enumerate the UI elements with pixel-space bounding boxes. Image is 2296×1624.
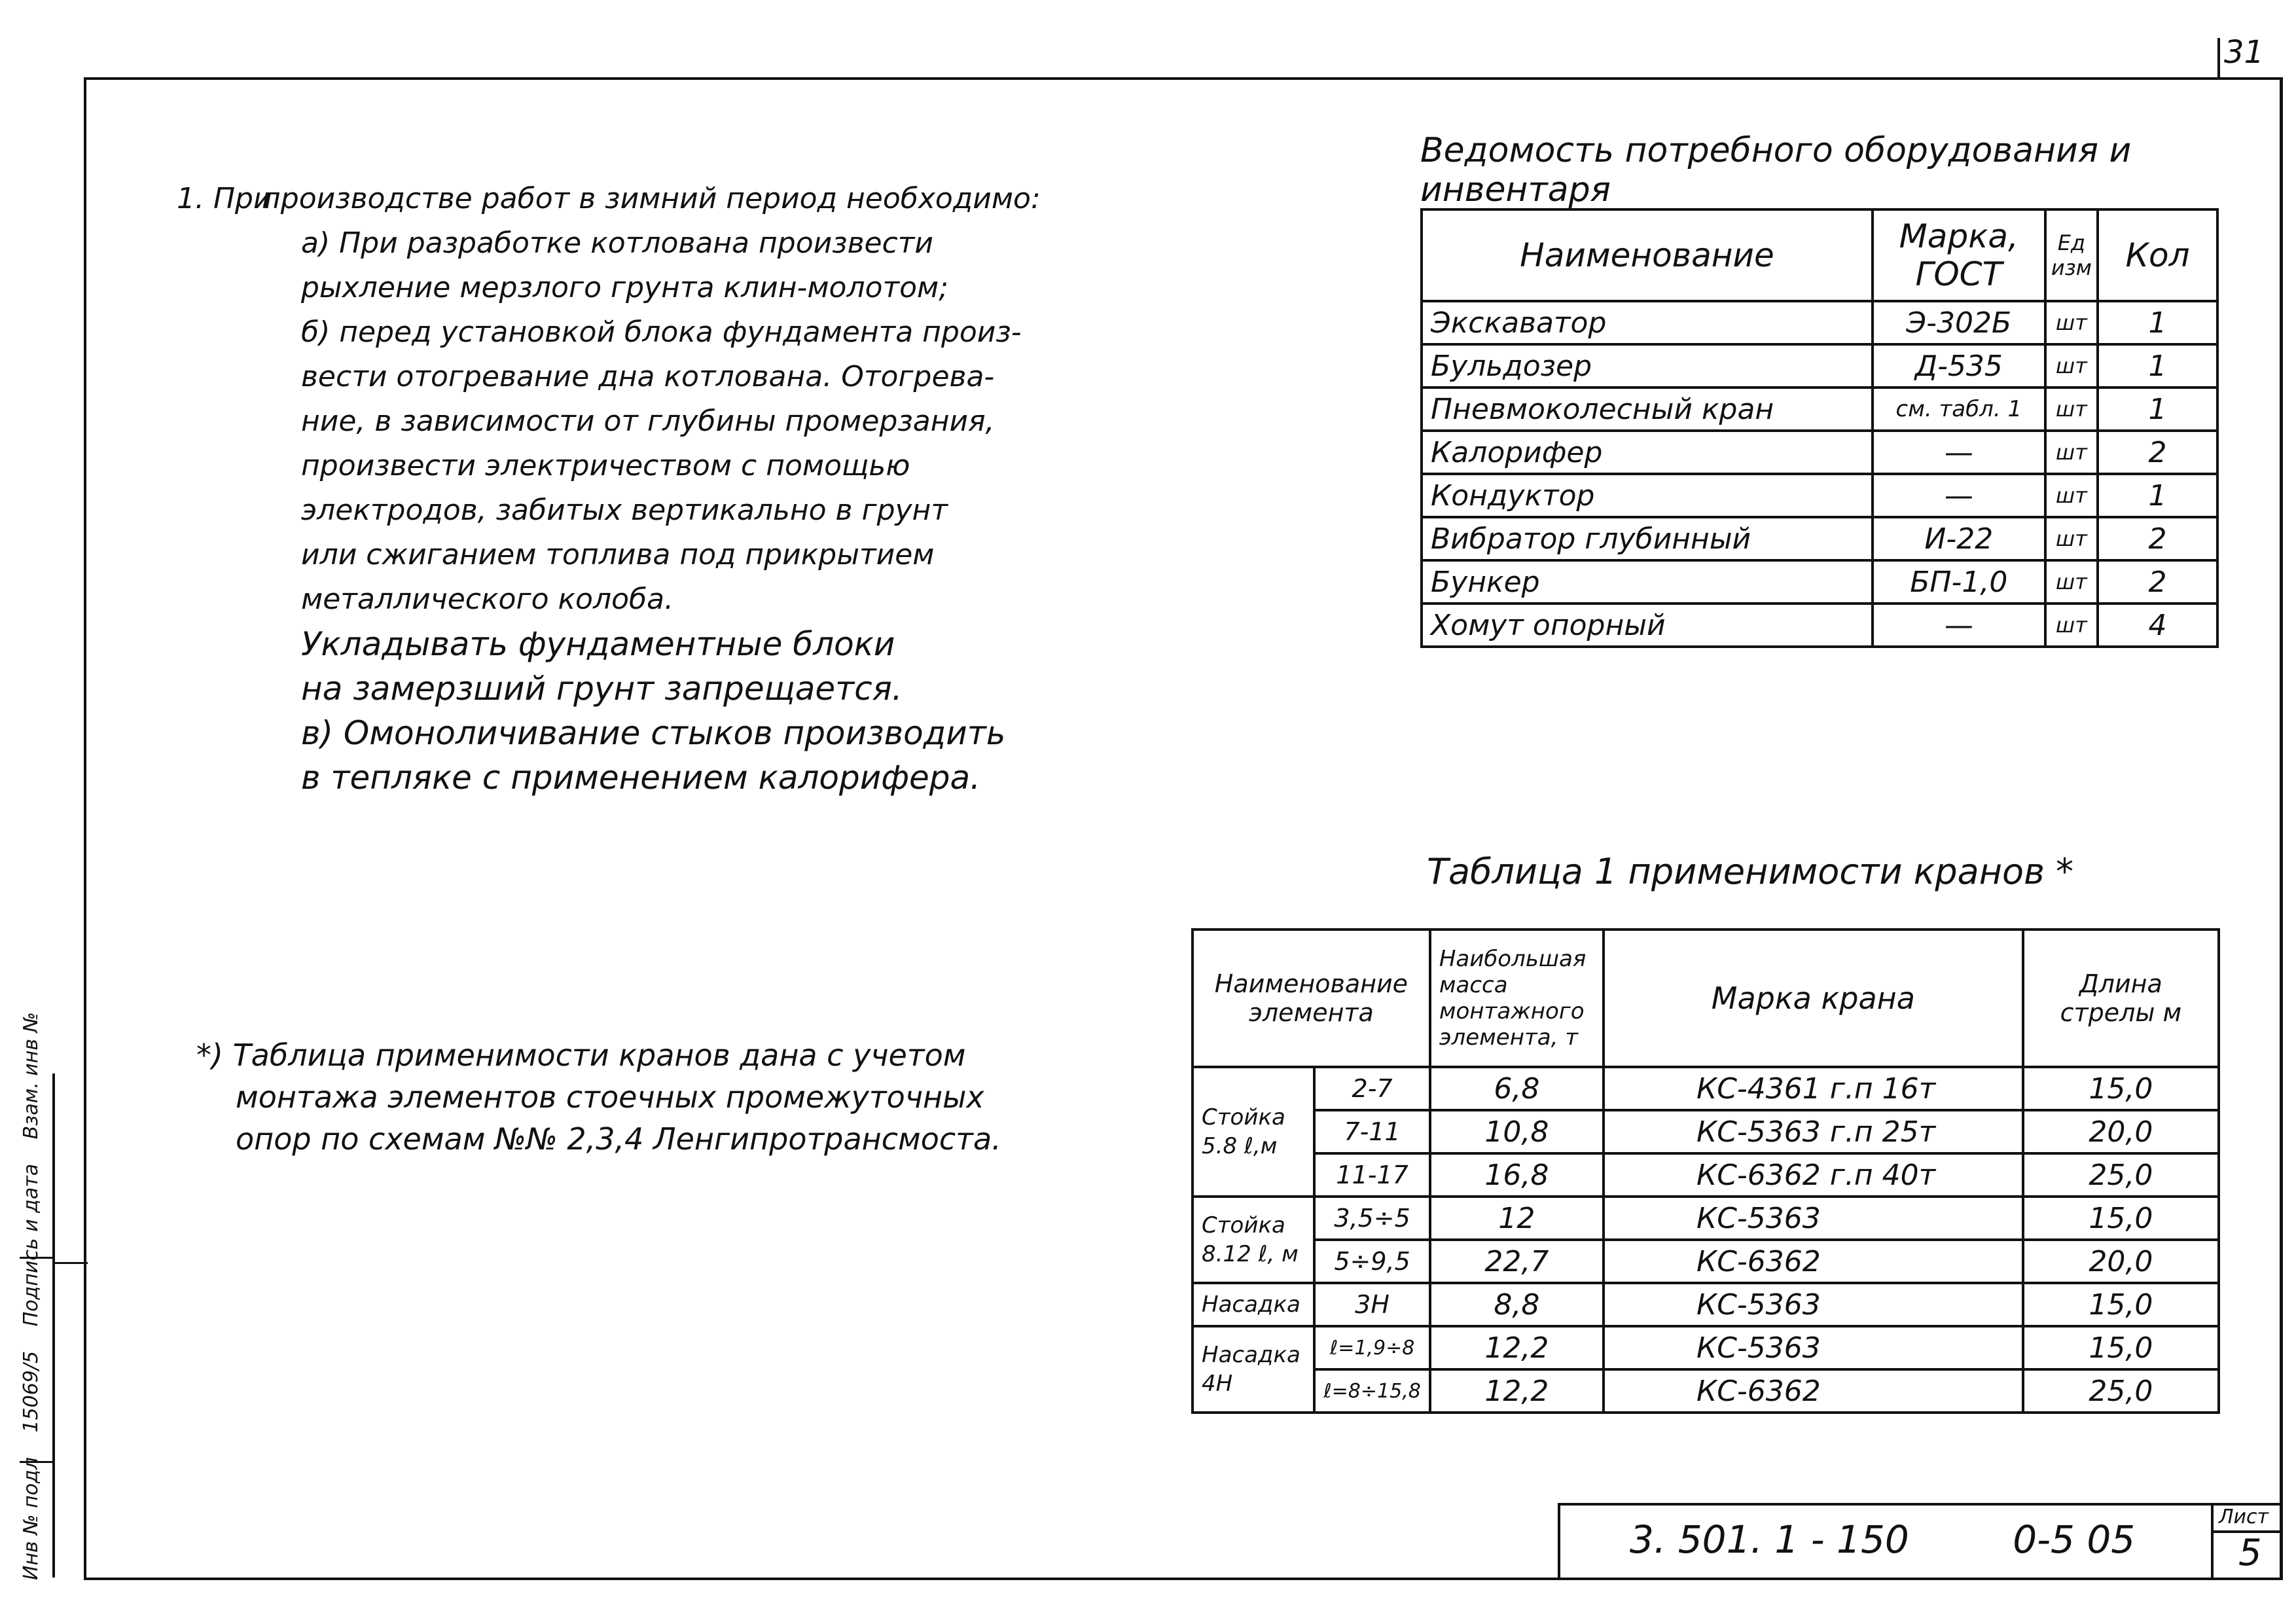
side-label: 15069/5 [20, 1350, 43, 1433]
equip-mark: см. табл. 1 [1873, 388, 2045, 431]
equip-qty: 2 [2098, 517, 2217, 560]
equip-qty: 2 [2098, 560, 2217, 604]
col-mark-header: Марка, ГОСТ [1873, 209, 2045, 301]
equip-unit: шт [2045, 517, 2098, 560]
table-row [1193, 1326, 2219, 1369]
table-row [1193, 1369, 2219, 1413]
col-qty-header: Кол [2098, 209, 2217, 301]
crane-boom: 25,0 [2023, 1153, 2219, 1197]
notes-line: или сжиганием топлива под прикрытием [301, 538, 935, 571]
table-row [1422, 431, 2217, 474]
footnote-line: опор по схемам №№ 2,3,4 Ленгипротрансмоста. [236, 1121, 1001, 1157]
equip-mark: Э-302Б [1873, 301, 2045, 344]
equip-name: Калорифер [1422, 431, 1873, 474]
crane-element: Насадка [1193, 1283, 1314, 1326]
table-row [1193, 1067, 2219, 1110]
table-row [1193, 1153, 2219, 1197]
corner-tick [2217, 38, 2220, 77]
equip-name: Экскаватор [1422, 301, 1873, 344]
crane-size: 11-17 [1314, 1153, 1430, 1197]
notes-line: вести отогревание дна котлована. Отогрева- [301, 360, 995, 393]
crane-mass: 8,8 [1430, 1283, 1604, 1326]
equip-qty: 4 [2098, 604, 2217, 647]
crane-mass: 6,8 [1430, 1067, 1604, 1110]
equip-name: Бульдозер [1422, 344, 1873, 388]
table-row [1193, 1240, 2219, 1283]
notes-line: металлического колоба. [301, 583, 674, 616]
equip-unit: шт [2045, 431, 2098, 474]
notes-line: произвести электричеством с помощью [301, 449, 910, 482]
table-row [1193, 1197, 2219, 1240]
equip-qty: 1 [2098, 344, 2217, 388]
cranes-title: Таблица 1 применимости кранов * [1427, 851, 2074, 892]
equip-name: Вибратор глубинный [1422, 517, 1873, 560]
crane-boom: 15,0 [2023, 1326, 2219, 1369]
crane-mark: КС-5363 [1604, 1197, 2023, 1240]
corner-sheet-number: 31 [2224, 34, 2265, 71]
crane-mass: 12 [1430, 1197, 1604, 1240]
equip-mark: И-22 [1873, 517, 2045, 560]
equip-mark: БП-1,0 [1873, 560, 2045, 604]
equip-name: Бункер [1422, 560, 1873, 604]
notes-line: в) Омоноличивание стыков производить [301, 714, 1006, 752]
notes-line: в тепляке с применением калорифера. [301, 759, 981, 797]
crane-mark: КС-6362 [1604, 1240, 2023, 1283]
sheet-number: 5 [2238, 1532, 2262, 1574]
equip-mark: — [1873, 474, 2045, 517]
crane-mass: 12,2 [1430, 1369, 1604, 1413]
drawing-series: 3. 501. 1 - 150 [1630, 1517, 1909, 1562]
equip-qty: 1 [2098, 388, 2217, 431]
crane-boom: 25,0 [2023, 1369, 2219, 1413]
col-mass-header: Наибольшая масса монтажного элемента, т [1430, 929, 1604, 1067]
notes-line: ние, в зависимости от глубины промерзания, [301, 405, 995, 438]
equip-name: Хомут опорный [1422, 604, 1873, 647]
equipment-table [1420, 208, 2219, 648]
crane-mark: КС-4361 г.п 16т [1604, 1067, 2023, 1110]
winter-notes [177, 177, 1198, 800]
equip-unit: шт [2045, 604, 2098, 647]
side-label: Инв № подл [20, 1457, 43, 1580]
equip-name: Пневмоколесный кран [1422, 388, 1873, 431]
crane-boom: 15,0 [2023, 1197, 2219, 1240]
notes-line: а) При разработке котлована произвести [301, 226, 934, 260]
table-row [1422, 474, 2217, 517]
equip-unit: шт [2045, 301, 2098, 344]
notes-lead: 1. При [177, 182, 272, 215]
crane-size: 2-7 [1314, 1067, 1430, 1110]
drawing-code [1630, 1517, 2135, 1562]
cranes-table [1191, 928, 2220, 1414]
drawing-doc: 0-5 05 [2013, 1517, 2136, 1562]
equip-mark: — [1873, 604, 2045, 647]
notes-line: на замерзший грунт запрещается. [301, 670, 903, 708]
crane-boom: 20,0 [2023, 1110, 2219, 1153]
footnote [196, 1034, 1178, 1160]
table-header-row [1422, 209, 2217, 301]
table-row [1422, 388, 2217, 431]
notes-line: производстве работ в зимний период необходимо: [262, 182, 1041, 215]
col-unit-header: Ед изм [2045, 209, 2098, 301]
side-label: Взам. инв № [20, 1012, 43, 1140]
col-boom-header: Длина стрелы м [2023, 929, 2219, 1067]
equip-qty: 1 [2098, 301, 2217, 344]
crane-boom: 15,0 [2023, 1067, 2219, 1110]
footnote-line: *) Таблица применимости кранов дана с учетом [196, 1038, 966, 1073]
table-row [1422, 604, 2217, 647]
notes-line: Укладывать фундаментные блоки [301, 625, 895, 663]
equip-unit: шт [2045, 560, 2098, 604]
crane-size: 5÷9,5 [1314, 1240, 1430, 1283]
equip-qty: 2 [2098, 431, 2217, 474]
crane-mass: 22,7 [1430, 1240, 1604, 1283]
crane-size: 3Н [1314, 1283, 1430, 1326]
side-label: Подпись и дата [20, 1163, 43, 1327]
crane-mark: КС-6362 [1604, 1369, 2023, 1413]
equip-unit: шт [2045, 388, 2098, 431]
table-row [1422, 344, 2217, 388]
side-stamp [20, 994, 43, 1580]
sheet-label: Лист [2219, 1506, 2269, 1528]
notes-line: рыхление мерзлого грунта клин-молотом; [301, 271, 949, 304]
crane-size: 7-11 [1314, 1110, 1430, 1153]
table-row [1422, 517, 2217, 560]
crane-mass: 16,8 [1430, 1153, 1604, 1197]
equip-mark: Д-535 [1873, 344, 2045, 388]
table-row [1422, 560, 2217, 604]
table-row [1193, 1283, 2219, 1326]
side-stamp-tick [55, 1262, 88, 1264]
crane-size: ℓ=8÷15,8 [1314, 1369, 1430, 1413]
equip-mark: — [1873, 431, 2045, 474]
crane-mass: 10,8 [1430, 1110, 1604, 1153]
col-mark-header: Марка крана [1604, 929, 2023, 1067]
crane-element: Стойка 8.12 ℓ, м [1193, 1197, 1314, 1283]
equip-qty: 1 [2098, 474, 2217, 517]
crane-element: Стойка 5.8 ℓ,м [1193, 1067, 1314, 1197]
side-stamp-line [52, 1074, 55, 1578]
crane-mass: 12,2 [1430, 1326, 1604, 1369]
crane-boom: 20,0 [2023, 1240, 2219, 1283]
crane-size: ℓ=1,9÷8 [1314, 1326, 1430, 1369]
crane-element: Насадка 4Н [1193, 1326, 1314, 1413]
equip-name: Кондуктор [1422, 474, 1873, 517]
crane-boom: 15,0 [2023, 1283, 2219, 1326]
footnote-line: монтажа элементов стоечных промежуточных [236, 1079, 984, 1115]
notes-line: б) перед установкой блока фундамента произ- [301, 316, 1022, 349]
equip-unit: шт [2045, 344, 2098, 388]
col-name-header: Наименование [1422, 209, 1873, 301]
table-row [1422, 301, 2217, 344]
crane-mark: КС-5363 [1604, 1326, 2023, 1369]
crane-size: 3,5÷5 [1314, 1197, 1430, 1240]
notes-line: электродов, забитых вертикально в грунт [301, 494, 948, 527]
crane-mark: КС-5363 г.п 25т [1604, 1110, 2023, 1153]
col-element-header: Наименование элемента [1193, 929, 1430, 1067]
crane-mark: КС-5363 [1604, 1283, 2023, 1326]
equipment-title: Ведомость потребного оборудования и инвентаря [1420, 131, 2132, 209]
crane-mark: КС-6362 г.п 40т [1604, 1153, 2023, 1197]
equip-unit: шт [2045, 474, 2098, 517]
table-header-row [1193, 929, 2219, 1067]
table-row [1193, 1110, 2219, 1153]
